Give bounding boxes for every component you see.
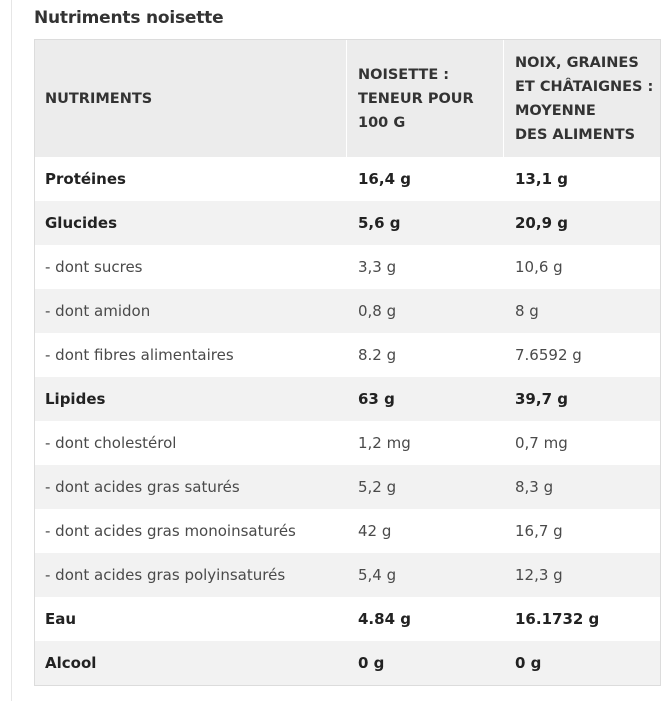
hazelnut-value: 5,2 g [358,478,397,496]
average-value: 8 g [515,302,539,320]
hazelnut-value: 16,4 g [358,170,411,188]
average-value: 12,3 g [515,566,563,584]
table-row [35,465,660,509]
header-hazelnut-line: 100 G [358,114,406,131]
table-row [35,553,660,597]
page-left-border [11,0,12,701]
table-row [35,333,660,377]
table-row [35,509,660,553]
nutrient-name: Protéines [45,170,126,188]
header-hazelnut-line: TENEUR POUR [358,90,474,107]
header-nutrients [35,40,347,157]
average-value: 13,1 g [515,170,568,188]
table-row [35,421,660,465]
header-average-line: DES ALIMENTS [515,126,636,143]
table-row [35,245,660,289]
average-value: 7.6592 g [515,346,582,364]
nutrient-name: Alcool [45,654,97,672]
table-row [35,201,660,245]
average-value: 16.1732 g [515,610,600,628]
nutrient-name: Glucides [45,214,118,232]
nutrient-name: - dont amidon [45,302,151,320]
hazelnut-value: 1,2 mg [358,434,411,452]
hazelnut-value: 0 g [358,654,385,672]
hazelnut-value: 3,3 g [358,258,397,276]
nutrient-name: Eau [45,610,77,628]
header-nutrients-label: NUTRIMENTS [45,90,153,107]
average-value: 10,6 g [515,258,563,276]
nutrient-name: - dont acides gras monoinsaturés [45,522,296,540]
table-row [35,377,660,421]
nutrient-name: - dont fibres alimentaires [45,346,234,364]
nutrient-name: - dont acides gras saturés [45,478,240,496]
header-average [504,40,660,157]
hazelnut-value: 5,6 g [358,214,401,232]
header-hazelnut-line: NOISETTE : [358,66,450,83]
average-value: 8,3 g [515,478,554,496]
nutrient-name: Lipides [45,390,106,408]
table-header-row [35,40,660,157]
average-value: 0 g [515,654,542,672]
table-row [35,641,660,685]
nutrient-name: - dont sucres [45,258,143,276]
hazelnut-value: 4.84 g [358,610,411,628]
hazelnut-value: 42 g [358,522,392,540]
table-row [35,597,660,641]
table-row [35,289,660,333]
average-value: 0,7 mg [515,434,568,452]
average-value: 16,7 g [515,522,563,540]
hazelnut-value: 8.2 g [358,346,397,364]
nutrient-name: - dont cholestérol [45,434,177,452]
nutrients-table [34,39,661,686]
hazelnut-value: 5,4 g [358,566,397,584]
header-hazelnut [347,40,504,157]
header-average-line: NOIX, GRAINES [515,54,639,71]
average-value: 20,9 g [515,214,568,232]
average-value: 39,7 g [515,390,568,408]
table-row [35,157,660,201]
hazelnut-value: 0,8 g [358,302,397,320]
nutrient-name: - dont acides gras polyinsaturés [45,566,286,584]
section-title: Nutriments noisette [34,8,224,28]
header-average-line: ET CHÂTAIGNES : [515,78,654,95]
header-average-line: MOYENNE [515,102,596,119]
hazelnut-value: 63 g [358,390,395,408]
